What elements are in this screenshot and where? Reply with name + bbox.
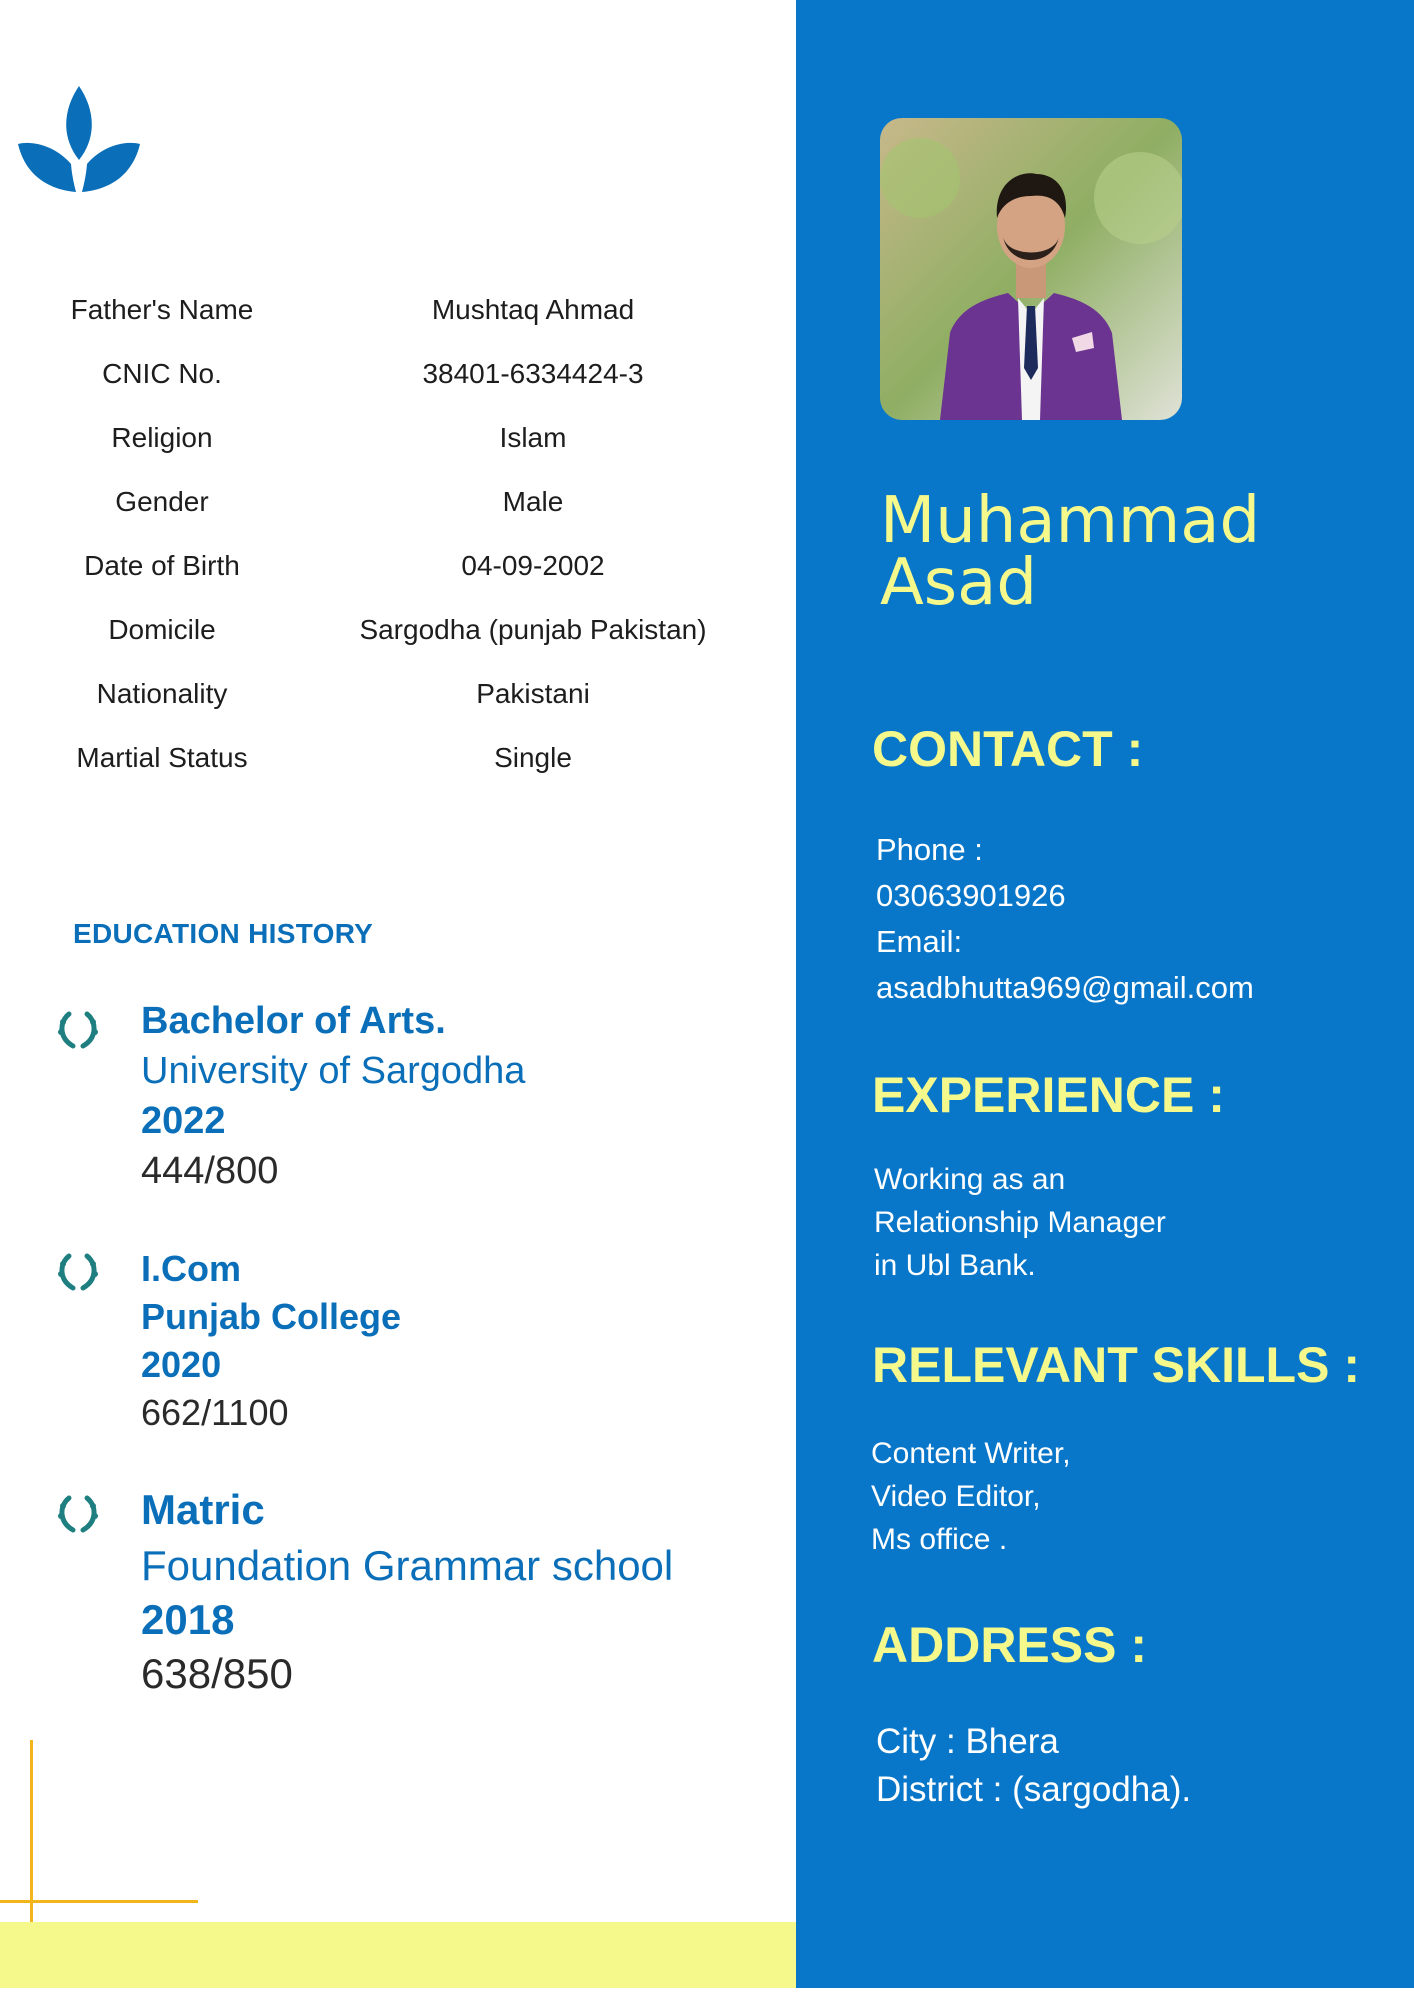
- decorative-line-horizontal: [0, 1900, 198, 1903]
- experience-line: in Ubl Bank.: [874, 1249, 1036, 1282]
- info-row: [0, 422, 796, 462]
- first-name: Muhammad: [880, 484, 1261, 558]
- education-score: 444/800: [141, 1150, 279, 1192]
- email-label: Email:: [876, 924, 963, 959]
- info-value: Male: [502, 486, 564, 517]
- skills-list: [871, 1432, 1071, 1561]
- experience-line: Relationship Manager: [874, 1206, 1166, 1239]
- info-value: Islam: [499, 422, 567, 453]
- education-institution: Foundation Grammar school: [141, 1542, 674, 1589]
- skills-heading: RELEVANT SKILLS :: [872, 1337, 1360, 1393]
- education-year: 2020: [141, 1344, 222, 1385]
- education-degree: Bachelor of Arts.: [141, 1000, 446, 1042]
- decorative-line-vertical: [30, 1740, 33, 1936]
- full-name: [880, 484, 1261, 620]
- info-label: Domicile: [108, 614, 216, 645]
- info-value: 38401-6334424-3: [422, 358, 644, 389]
- education-institution: Punjab College: [141, 1296, 402, 1337]
- experience-heading: EXPERIENCE :: [872, 1067, 1225, 1123]
- experience-line: Working as an: [874, 1163, 1066, 1196]
- info-row: [0, 742, 796, 782]
- info-row: [0, 614, 796, 654]
- info-label: Nationality: [96, 678, 228, 709]
- info-value: Pakistani: [476, 678, 590, 709]
- address-city: City : Bhera: [876, 1722, 1059, 1761]
- phone-label: Phone :: [876, 832, 983, 867]
- education-heading: EDUCATION HISTORY: [73, 918, 374, 949]
- info-value: Single: [494, 742, 572, 773]
- info-label: CNIC No.: [102, 358, 222, 389]
- info-row: [0, 294, 796, 334]
- info-row: [0, 358, 796, 398]
- info-value: Sargodha (punjab Pakistan): [359, 614, 707, 645]
- contact-heading: CONTACT :: [872, 721, 1144, 777]
- last-name: Asad: [880, 546, 1037, 620]
- email-address[interactable]: asadbhutta969@gmail.com: [876, 970, 1254, 1005]
- info-label: Date of Birth: [84, 550, 240, 581]
- education-institution: University of Sargodha: [141, 1050, 526, 1092]
- info-value: 04-09-2002: [461, 550, 605, 581]
- education-year: 2018: [141, 1596, 235, 1643]
- address-block: [876, 1718, 1191, 1814]
- info-value: Mushtaq Ahmad: [431, 294, 635, 325]
- info-label: Gender: [115, 486, 209, 517]
- info-label: Martial Status: [76, 742, 248, 773]
- experience-text: [874, 1158, 1166, 1287]
- laurel-wreath-icon: [55, 1250, 101, 1292]
- education-score: 638/850: [141, 1650, 293, 1697]
- skill-item: Content Writer,: [871, 1437, 1071, 1470]
- education-degree: I.Com: [141, 1248, 242, 1289]
- skill-item: Video Editor,: [871, 1480, 1041, 1513]
- phone-number[interactable]: 03063901926: [876, 878, 1066, 913]
- education-score: 662/1100: [141, 1392, 289, 1433]
- info-label: Father's Name: [70, 294, 254, 325]
- info-row: [0, 486, 796, 526]
- info-label: Religion: [111, 422, 213, 453]
- laurel-wreath-icon: [55, 1008, 101, 1050]
- education-year: 2022: [141, 1100, 226, 1142]
- info-row: [0, 550, 796, 590]
- skill-item: Ms office .: [871, 1523, 1008, 1556]
- address-heading: ADDRESS :: [872, 1617, 1148, 1673]
- laurel-wreath-icon: [55, 1492, 101, 1534]
- contact-block: [876, 827, 1254, 1011]
- leaf-logo-icon: [16, 84, 142, 194]
- info-row: [0, 678, 796, 718]
- education-degree: Matric: [141, 1486, 265, 1533]
- bottom-accent-band: [0, 1922, 796, 1988]
- address-district: District : (sargodha).: [876, 1770, 1192, 1809]
- profile-photo: [880, 118, 1182, 420]
